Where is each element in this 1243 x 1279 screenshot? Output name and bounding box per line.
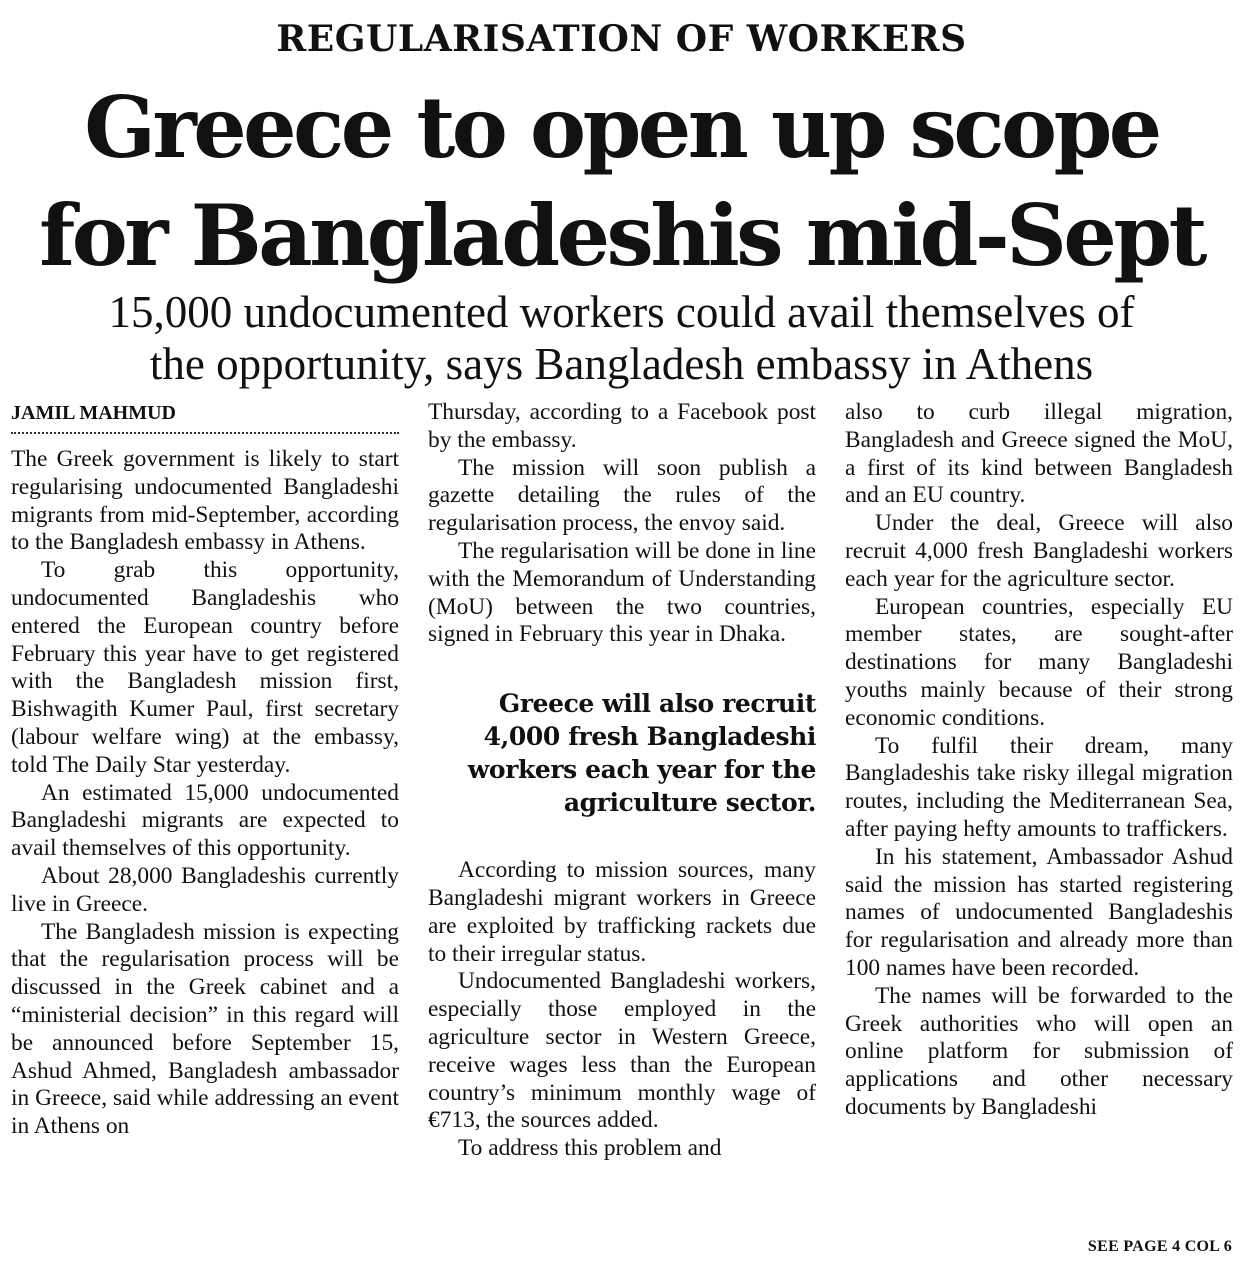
continuation-jump: SEE PAGE 4 COL 6 [1087, 1238, 1232, 1255]
paragraph: The names will be forwarded to the Greek authorities who will open an online platform for submission of applications and other necessary documents by Bangladeshi [845, 982, 1233, 1120]
article-column-3 [845, 399, 1233, 1122]
headline-line-1: Greece to open up scope [84, 78, 1159, 177]
deck-line-1: 15,000 undocumented workers could avail themselves of [108, 287, 1135, 337]
paragraph: Undocumented Bangladeshi workers, especially those employed in the agriculture sector in Western Greece, receive wages less than the European country’s minimum monthly wage of €713, the sources added. [428, 968, 816, 1134]
paragraph: According to mission sources, many Bangladeshi migrant workers in Greece are exploited by trafficking rackets due to their irregular status. [428, 857, 816, 967]
paragraph: About 28,000 Bangladeshis currently live in Greece. [11, 862, 399, 917]
paragraph: also to curb illegal migration, Bangladesh and Greece signed the MoU, a first of its kind between Bangladesh and an EU country. [845, 399, 1233, 509]
headline [0, 74, 1243, 290]
headline-line-2: for Bangladeshis mid-Sept [39, 186, 1204, 285]
paragraph: The regularisation will be done in line with the Memorandum of Understanding (MoU) between the two countries, signed in February this year in Dhaka. [428, 537, 816, 648]
paragraph: To address this problem and [458, 1135, 722, 1162]
byline: JAMIL MAHMUD [11, 399, 399, 434]
paragraph: An estimated 15,000 undocumented Bangladeshi migrants are expected to avail themselves of this opportunity. [11, 779, 399, 862]
paragraph: In his statement, Ambassador Ashud said the mission has started registering names of undocumented Bangladeshis for regularisation and already more than 100 names have been recorded. [845, 843, 1233, 981]
paragraph: The mission will soon publish a gazette detailing the rules of the regularisation process, the envoy said. [428, 454, 816, 537]
deck-line-2: the opportunity, says Bangladesh embassy in Athens [149, 339, 1094, 389]
paragraph: Under the deal, Greece will also recruit 4,000 fresh Bangladeshi workers each year for the agriculture sector. [845, 510, 1233, 592]
article-column-2 [428, 399, 816, 1163]
paragraph: To grab this opportunity, undocumented Bangladeshis who entered the European country before February this year have to get registered with the Bangladesh mission first, Bishwagith Kumer Paul, first secretary (labour welfare wing) at the embassy, told The Daily Star yesterday. [11, 557, 399, 778]
paragraph: The Greek government is likely to start regularising undocumented Bangladeshi migrants from mid-September, according to the Bangladesh embassy in Athens. [11, 446, 399, 556]
paragraph: To fulfil their dream, many Bangladeshis take risky illegal migration routes, including the Mediterranean Sea, after paying hefty amounts to traffickers. [845, 732, 1233, 842]
paragraph: Thursday, according to a Facebook post by the embassy. [428, 399, 816, 453]
article-column-1 [11, 399, 399, 1141]
kicker: REGULARISATION OF WORKERS [276, 18, 967, 60]
pull-quote: Greece will also recruit 4,000 fresh Bangladeshi workers each year for the agriculture sector. [467, 689, 816, 818]
deck [0, 286, 1243, 390]
paragraph: European countries, especially EU member states, are sought-after destinations for many Bangladeshi youths mainly because of their strong economic conditions. [845, 593, 1233, 731]
paragraph: The Bangladesh mission is expecting that the regularisation process will be discussed in the Greek cabinet and a “ministerial decision” in this regard will be announced before September 15, Ashud Ahmed, Bangladesh ambassador in Greece, said while addressing an event in Athens on [11, 918, 399, 1140]
